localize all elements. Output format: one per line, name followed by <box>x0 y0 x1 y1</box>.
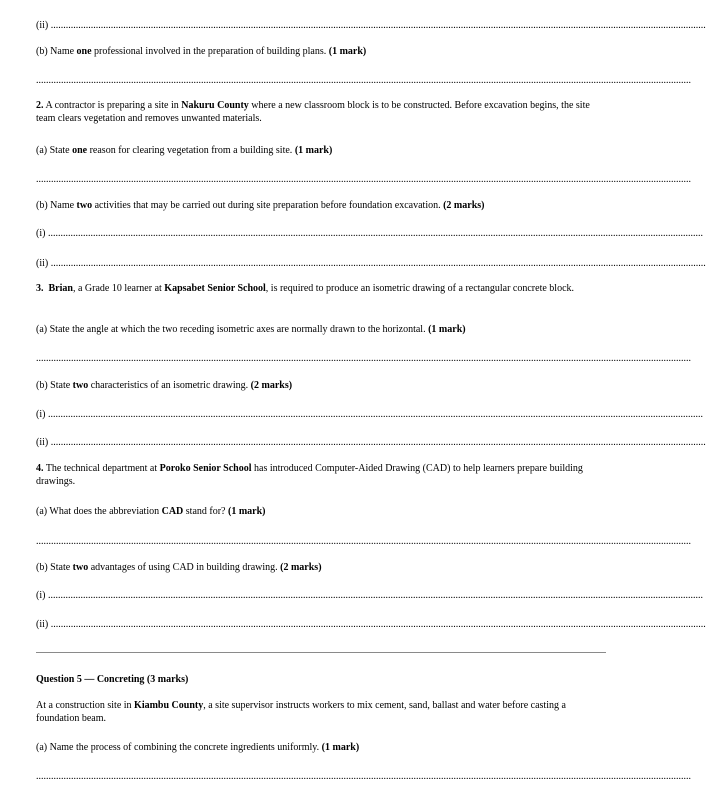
q2-intro: 2. A contractor is preparing a site in Nakuru County where a new classroom block is to be constructed. Before excavation begins, the site team clears vegetation and removes unwanted materials. <box>36 100 590 124</box>
section-divider <box>36 652 606 653</box>
q1-part-b: (b) Name one professional involved in the preparation of building plans. (1 mark) <box>36 46 367 57</box>
answer-line-q1-b[interactable]: ...................................................................................................................................................................................................................................................................... <box>36 75 691 86</box>
answer-line-q4-i[interactable]: (i) ...................................................................................................................................................................................................................................................................... <box>36 590 703 601</box>
q5-heading: Question 5 — Concreting (3 marks) <box>36 674 189 685</box>
q2-part-a: (a) State one reason for clearing vegetation from a building site. (1 mark) <box>36 145 333 156</box>
q5-part-a: (a) Name the process of combining the concrete ingredients uniformly. (1 mark) <box>36 742 360 753</box>
answer-line-q3-ii[interactable]: (ii) ...................................................................................................................................................................................................................................................................... <box>36 437 706 448</box>
answer-line-q5-a[interactable]: ...................................................................................................................................................................................................................................................................... <box>36 771 691 782</box>
answer-line-q3-a[interactable]: ...................................................................................................................................................................................................................................................................... <box>36 353 691 364</box>
answer-line-q4-ii[interactable]: (ii) ...................................................................................................................................................................................................................................................................... <box>36 619 706 630</box>
q5-intro: At a construction site in Kiambu County, a site supervisor instructs workers to mix cement, sand, ballast and water before casting a foundation beam. <box>36 700 566 724</box>
answer-line-q3-i[interactable]: (i) ...................................................................................................................................................................................................................................................................... <box>36 409 703 420</box>
q3-intro: 3. Brian, a Grade 10 learner at Kapsabet Senior School, is required to produce an isometric drawing of a rectangular concrete block. <box>36 283 575 294</box>
answer-line-q4-a[interactable]: ...................................................................................................................................................................................................................................................................... <box>36 536 691 547</box>
q3-part-b: (b) State two characteristics of an isometric drawing. (2 marks) <box>36 380 293 391</box>
q4-intro: 4. The technical department at Poroko Senior School has introduced Computer-Aided Drawing (CAD) to help learners prepare building drawings. <box>36 463 583 487</box>
answer-line-q2-i[interactable]: (i) ...................................................................................................................................................................................................................................................................... <box>36 228 703 239</box>
answer-line-q1-ii[interactable]: (ii) ...................................................................................................................................................................................................................................................................... <box>36 20 706 31</box>
q4-part-b: (b) State two advantages of using CAD in building drawing. (2 marks) <box>36 562 322 573</box>
answer-label: (ii) <box>36 20 49 31</box>
answer-line-q2-a[interactable]: ...................................................................................................................................................................................................................................................................... <box>36 174 691 185</box>
q2-part-b: (b) Name two activities that may be carried out during site preparation before foundation excavation. (2 marks) <box>36 200 485 211</box>
q4-part-a: (a) What does the abbreviation CAD stand for? (1 mark) <box>36 506 266 517</box>
q3-part-a: (a) State the angle at which the two receding isometric axes are normally drawn to the horizontal. (1 mark) <box>36 324 466 335</box>
answer-line-q2-ii[interactable]: (ii) ...................................................................................................................................................................................................................................................................... <box>36 258 706 269</box>
